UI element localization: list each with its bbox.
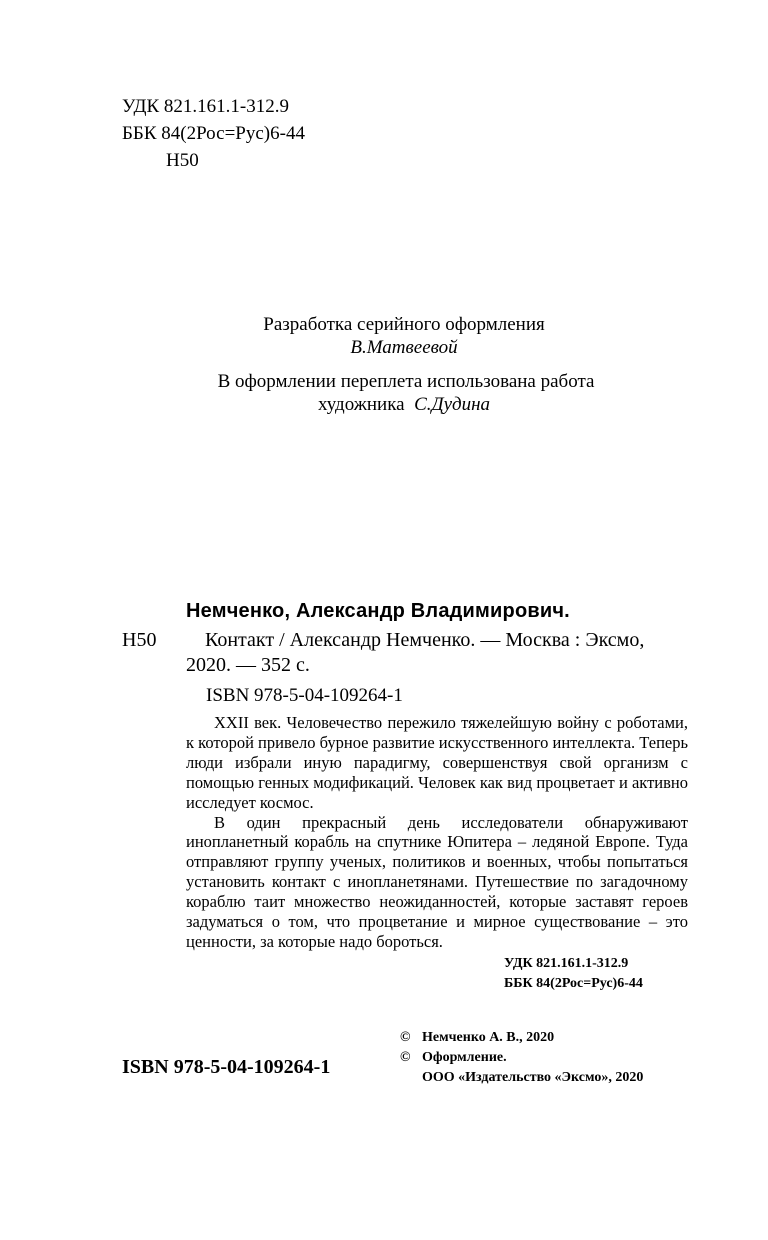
artist-name: С.Дудина — [414, 394, 491, 415]
author-heading: Немченко, Александр Владимирович. — [186, 600, 570, 622]
binding-artwork-credit: В оформлении переплета использована работа — [217, 371, 595, 392]
annotation-paragraph-1: XXII век. Человечество пережило тяжелейшую войну с роботами, к которой привело бурное развитие искусственного интеллекта. Теперь люди избрали иную парадигму, совершенствуя свой организм с помощью генных модификаций. Человек как вид процветает и активно исследует космос. — [186, 713, 688, 812]
copyright-publisher: ООО «Издательство «Эксмо», 2020 — [422, 1070, 644, 1085]
title-statement: Контакт / Александр Немченко. — Москва : Эксмо, — [205, 629, 645, 651]
bibliographic-author-mark: Н50 — [122, 629, 157, 651]
bbk-code: ББК 84(2Рос=Рус)6-44 — [122, 123, 305, 144]
artist-prefix: художника — [317, 394, 405, 415]
isbn-line: ISBN 978-5-04-109264-1 — [206, 685, 403, 706]
series-designer-name: В.Матвеевой — [350, 337, 458, 358]
copyright-author: Немченко А. В., 2020 — [422, 1030, 555, 1045]
publication-details: 2020. — 352 с. — [186, 654, 310, 676]
footer-isbn: ISBN 978-5-04-109264-1 — [122, 1056, 331, 1078]
series-design-credit: Разработка серийного оформления — [263, 314, 545, 335]
artist-credit — [20, 393, 768, 417]
annotation — [186, 713, 688, 952]
copyright-design-line — [400, 1048, 507, 1068]
copyright-design: Оформление. — [422, 1050, 507, 1065]
footer-udk: УДК 821.161.1-312.9 — [504, 956, 629, 971]
copyright-symbol: © — [400, 1050, 411, 1065]
copyright-symbol: © — [400, 1030, 411, 1045]
copyright-author-line — [400, 1028, 554, 1048]
footer-bbk: ББК 84(2Рос=Рус)6-44 — [504, 976, 643, 991]
udk-code: УДК 821.161.1-312.9 — [122, 96, 289, 117]
annotation-paragraph-2: В один прекрасный день исследователи обнаруживают инопланетный корабль на спутнике Юпитера – ледяной Европе. Туда отправляют группу ученых, политиков и военных, чтобы попытаться установить контакт с инопланетянами. Путешествие по загадочному кораблю таит множество неожиданностей, которые заставят героев задуматься о том, что процветание и мирное существование – это ценности, за которые надо бороться. — [186, 812, 688, 951]
author-mark: Н50 — [166, 150, 199, 171]
